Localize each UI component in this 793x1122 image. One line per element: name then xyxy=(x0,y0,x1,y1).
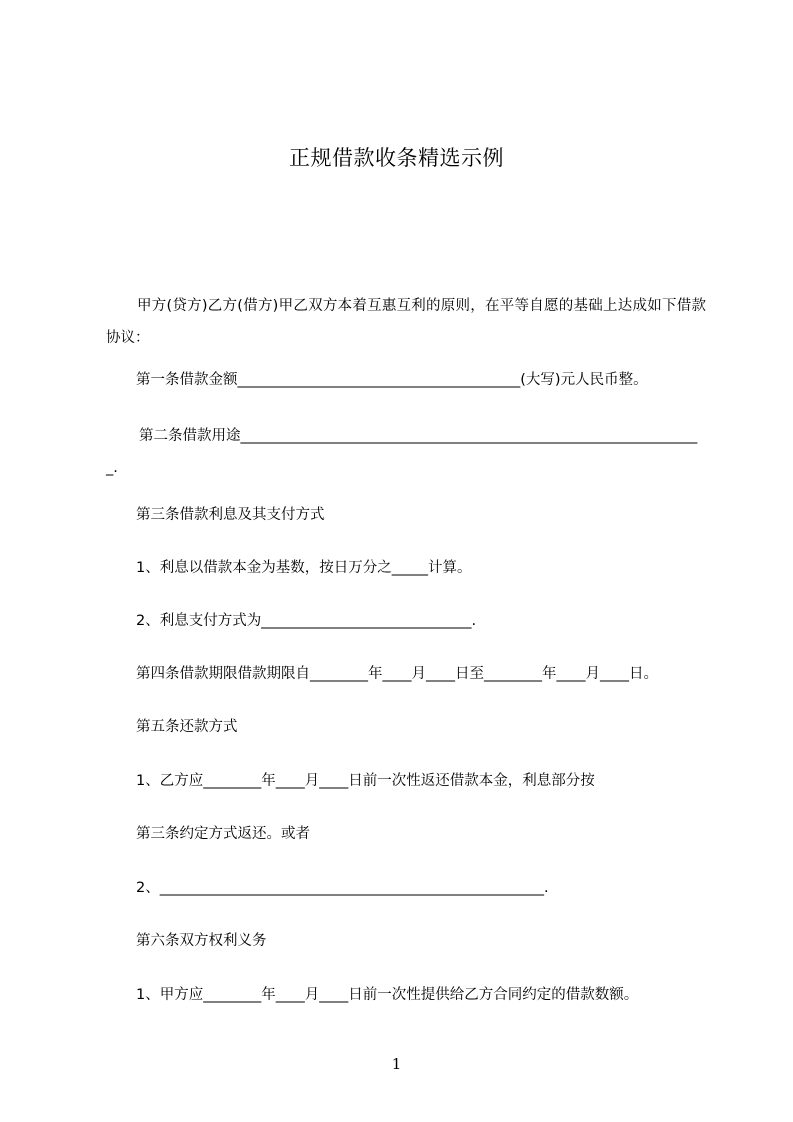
page-number: 1 xyxy=(391,1055,402,1073)
intro-paragraph: 甲方(贷方)乙方(借方)甲乙双方本着互惠互利的原则，在平等自愿的基础上达成如下借款协议： xyxy=(106,298,706,346)
clause-3-item-2: 2、利息支付方式为_____________________________. xyxy=(136,613,477,629)
clause-6-item-1: 1、甲方应________年____月____日前一次性提供给乙方合同约定的借款数额。 xyxy=(136,987,639,1003)
clause-2-loan-purpose: 第二条借款用途________________________________________________________________. xyxy=(106,428,698,476)
clause-5-repayment-heading: 第五条还款方式 xyxy=(136,719,238,735)
clause-6-rights-heading: 第六条双方权利义务 xyxy=(136,933,267,949)
clause-4-loan-term: 第四条借款期限借款期限自________年____月____日至________年____月____日。 xyxy=(136,666,658,682)
clause-5-item-2: 2、_____________________________________________________. xyxy=(136,880,549,896)
clause-5-item-1: 1、乙方应________年____月____日前一次性返还借款本金，利息部分按 xyxy=(136,773,595,789)
clause-3-interest-heading: 第三条借款利息及其支付方式 xyxy=(136,507,325,523)
clause-1-loan-amount: 第一条借款金额_______________________________________(大写)元人民币整。 xyxy=(136,372,648,388)
document-title: 正规借款收条精选示例 xyxy=(289,146,504,170)
clause-5-item-1-cont: 第三条约定方式返还。或者 xyxy=(136,826,310,842)
clause-3-item-1: 1、利息以借款本金为基数，按日万分之_____计算。 xyxy=(136,560,472,576)
